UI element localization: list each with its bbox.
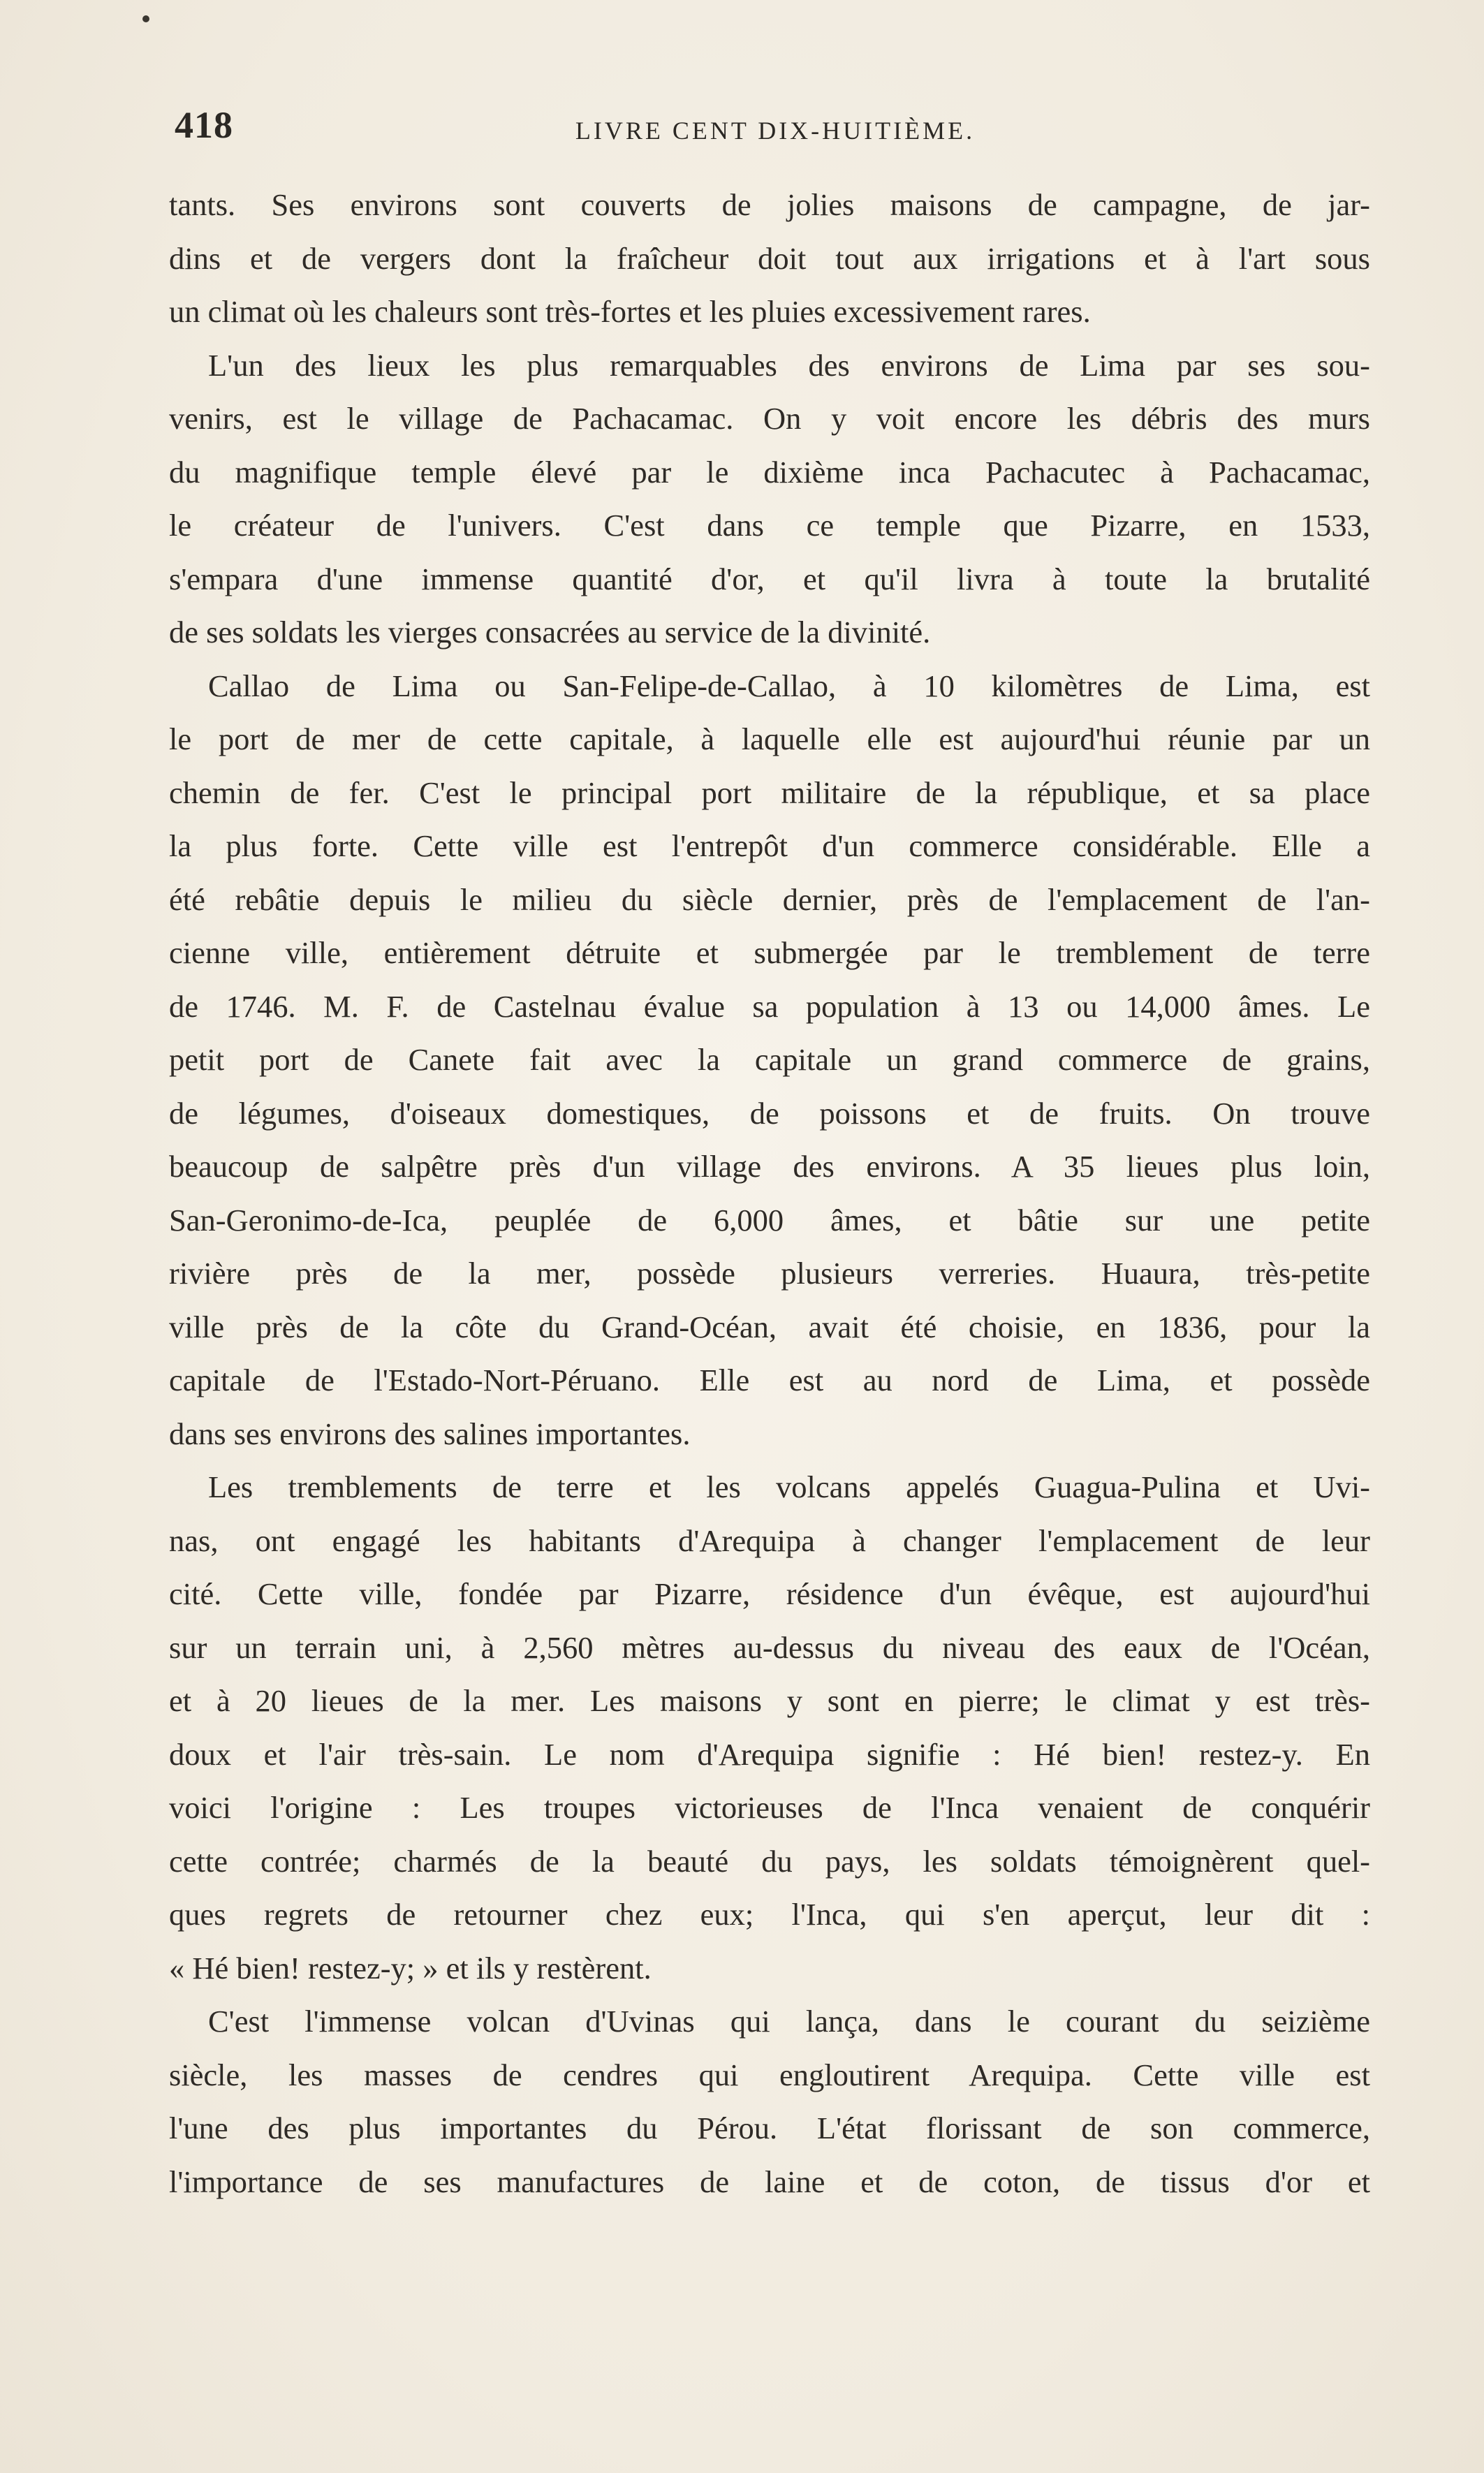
ink-speck [142,15,149,22]
text-line: de légumes, d'oiseaux domestiques, de poissons et de fruits. On trouve [169,1095,1370,1131]
text-line: de 1746. M. F. de Castelnau évalue sa population à 13 ou 14,000 âmes. Le [169,988,1370,1024]
text-line: nas, ont engagé les habitants d'Arequipa à changer l'emplacement de leur [169,1522,1370,1558]
text-line: petit port de Canete fait avec la capitale un grand commerce de grains, [169,1042,1370,1077]
text-line: la plus forte. Cette ville est l'entrepôt d'un commerce considérable. Elle a [169,828,1370,863]
text-line: été rebâtie depuis le milieu du siècle dernier, près de l'emplacement de l'an- [169,881,1370,917]
text-line: Callao de Lima ou San-Felipe-de-Callao, à 10 kilomètres de Lima, est [208,668,1370,703]
text-line: beaucoup de salpêtre près d'un village des environs. A 35 lieues plus loin, [169,1149,1370,1184]
text-line: rivière près de la mer, possède plusieurs verreries. Huaura, très-petite [169,1256,1370,1291]
text-line: « Hé bien! restez-y; » et ils y restèrent. [169,1950,652,1986]
text-line: dins et de vergers dont la fraîcheur doit tout aux irrigations et à l'art sous [169,240,1370,276]
text-line: et à 20 lieues de la mer. Les maisons y sont en pierre; le climat y est très- [169,1683,1370,1718]
text-line: ville près de la côte du Grand-Océan, avait été choisie, en 1836, pour la [169,1309,1370,1344]
text-line: chemin de fer. C'est le principal port militaire de la république, et sa place [169,775,1370,810]
text-line: San-Geronimo-de-Ica, peuplée de 6,000 âmes, et bâtie sur une petite [169,1202,1370,1238]
text-line: L'un des lieux les plus remarquables des environs de Lima par ses sou- [208,347,1370,383]
text-line: du magnifique temple élevé par le dixième inca Pachacutec à Pachacamac, [169,454,1370,490]
running-title: LIVRE CENT DIX-HUITIÈME. [575,117,976,145]
text-line: le créateur de l'univers. C'est dans ce temple que Pizarre, en 1533, [169,508,1370,543]
body-text [169,178,1370,2208]
text-line: cienne ville, entièrement détruite et submergée par le tremblement de terre [169,935,1370,970]
running-head [166,103,1384,159]
text-line: l'une des plus importantes du Pérou. L'état florissant de son commerce, [169,2111,1370,2145]
text-line: voici l'origine : Les troupes victorieuses de l'Inca venaient de conquérir [169,1790,1370,1825]
text-line: C'est l'immense volcan d'Uvinas qui lança, dans le courant du seizième [208,2004,1370,2039]
text-line: Les tremblements de terre et les volcans appelés Guagua-Pulina et Uvi- [208,1469,1370,1504]
text-line: capitale de l'Estado-Nort-Péruano. Elle est au nord de Lima, et possède [169,1363,1370,1397]
text-line: un climat où les chaleurs sont très-fortes et les pluies excessivement rares. [169,294,1091,329]
text-line: de ses soldats les vierges consacrées au service de la divinité. [169,615,931,650]
text-line: sur un terrain uni, à 2,560 mètres au-dessus du niveau des eaux de l'Océan, [169,1629,1370,1665]
text-line: s'empara d'une immense quantité d'or, et qu'il livra à toute la brutalité [169,561,1370,596]
text-line: venirs, est le village de Pachacamac. On y voit encore les débris des murs [169,401,1370,436]
text-line: cité. Cette ville, fondée par Pizarre, résidence d'un évêque, est aujourd'hui [169,1576,1370,1611]
text-line: dans ses environs des salines importantes. [169,1416,691,1451]
text-line: cette contrée; charmés de la beauté du pays, les soldats témoignèrent quel- [169,1843,1370,1879]
text-line: le port de mer de cette capitale, à laquelle elle est aujourd'hui réunie par un [169,721,1370,756]
page-number: 418 [175,104,233,146]
text-line: ques regrets de retourner chez eux; l'Inca, qui s'en aperçut, leur dit : [169,1897,1370,1932]
text-line: l'importance de ses manufactures de laine et de coton, de tissus d'or et [169,2164,1370,2199]
text-line: tants. Ses environs sont couverts de jolies maisons de campagne, de jar- [169,187,1370,222]
text-line: siècle, les masses de cendres qui engloutirent Arequipa. Cette ville est [169,2057,1370,2092]
text-line: doux et l'air très-sain. Le nom d'Arequipa signifie : Hé bien! restez-y. En [169,1736,1370,1772]
